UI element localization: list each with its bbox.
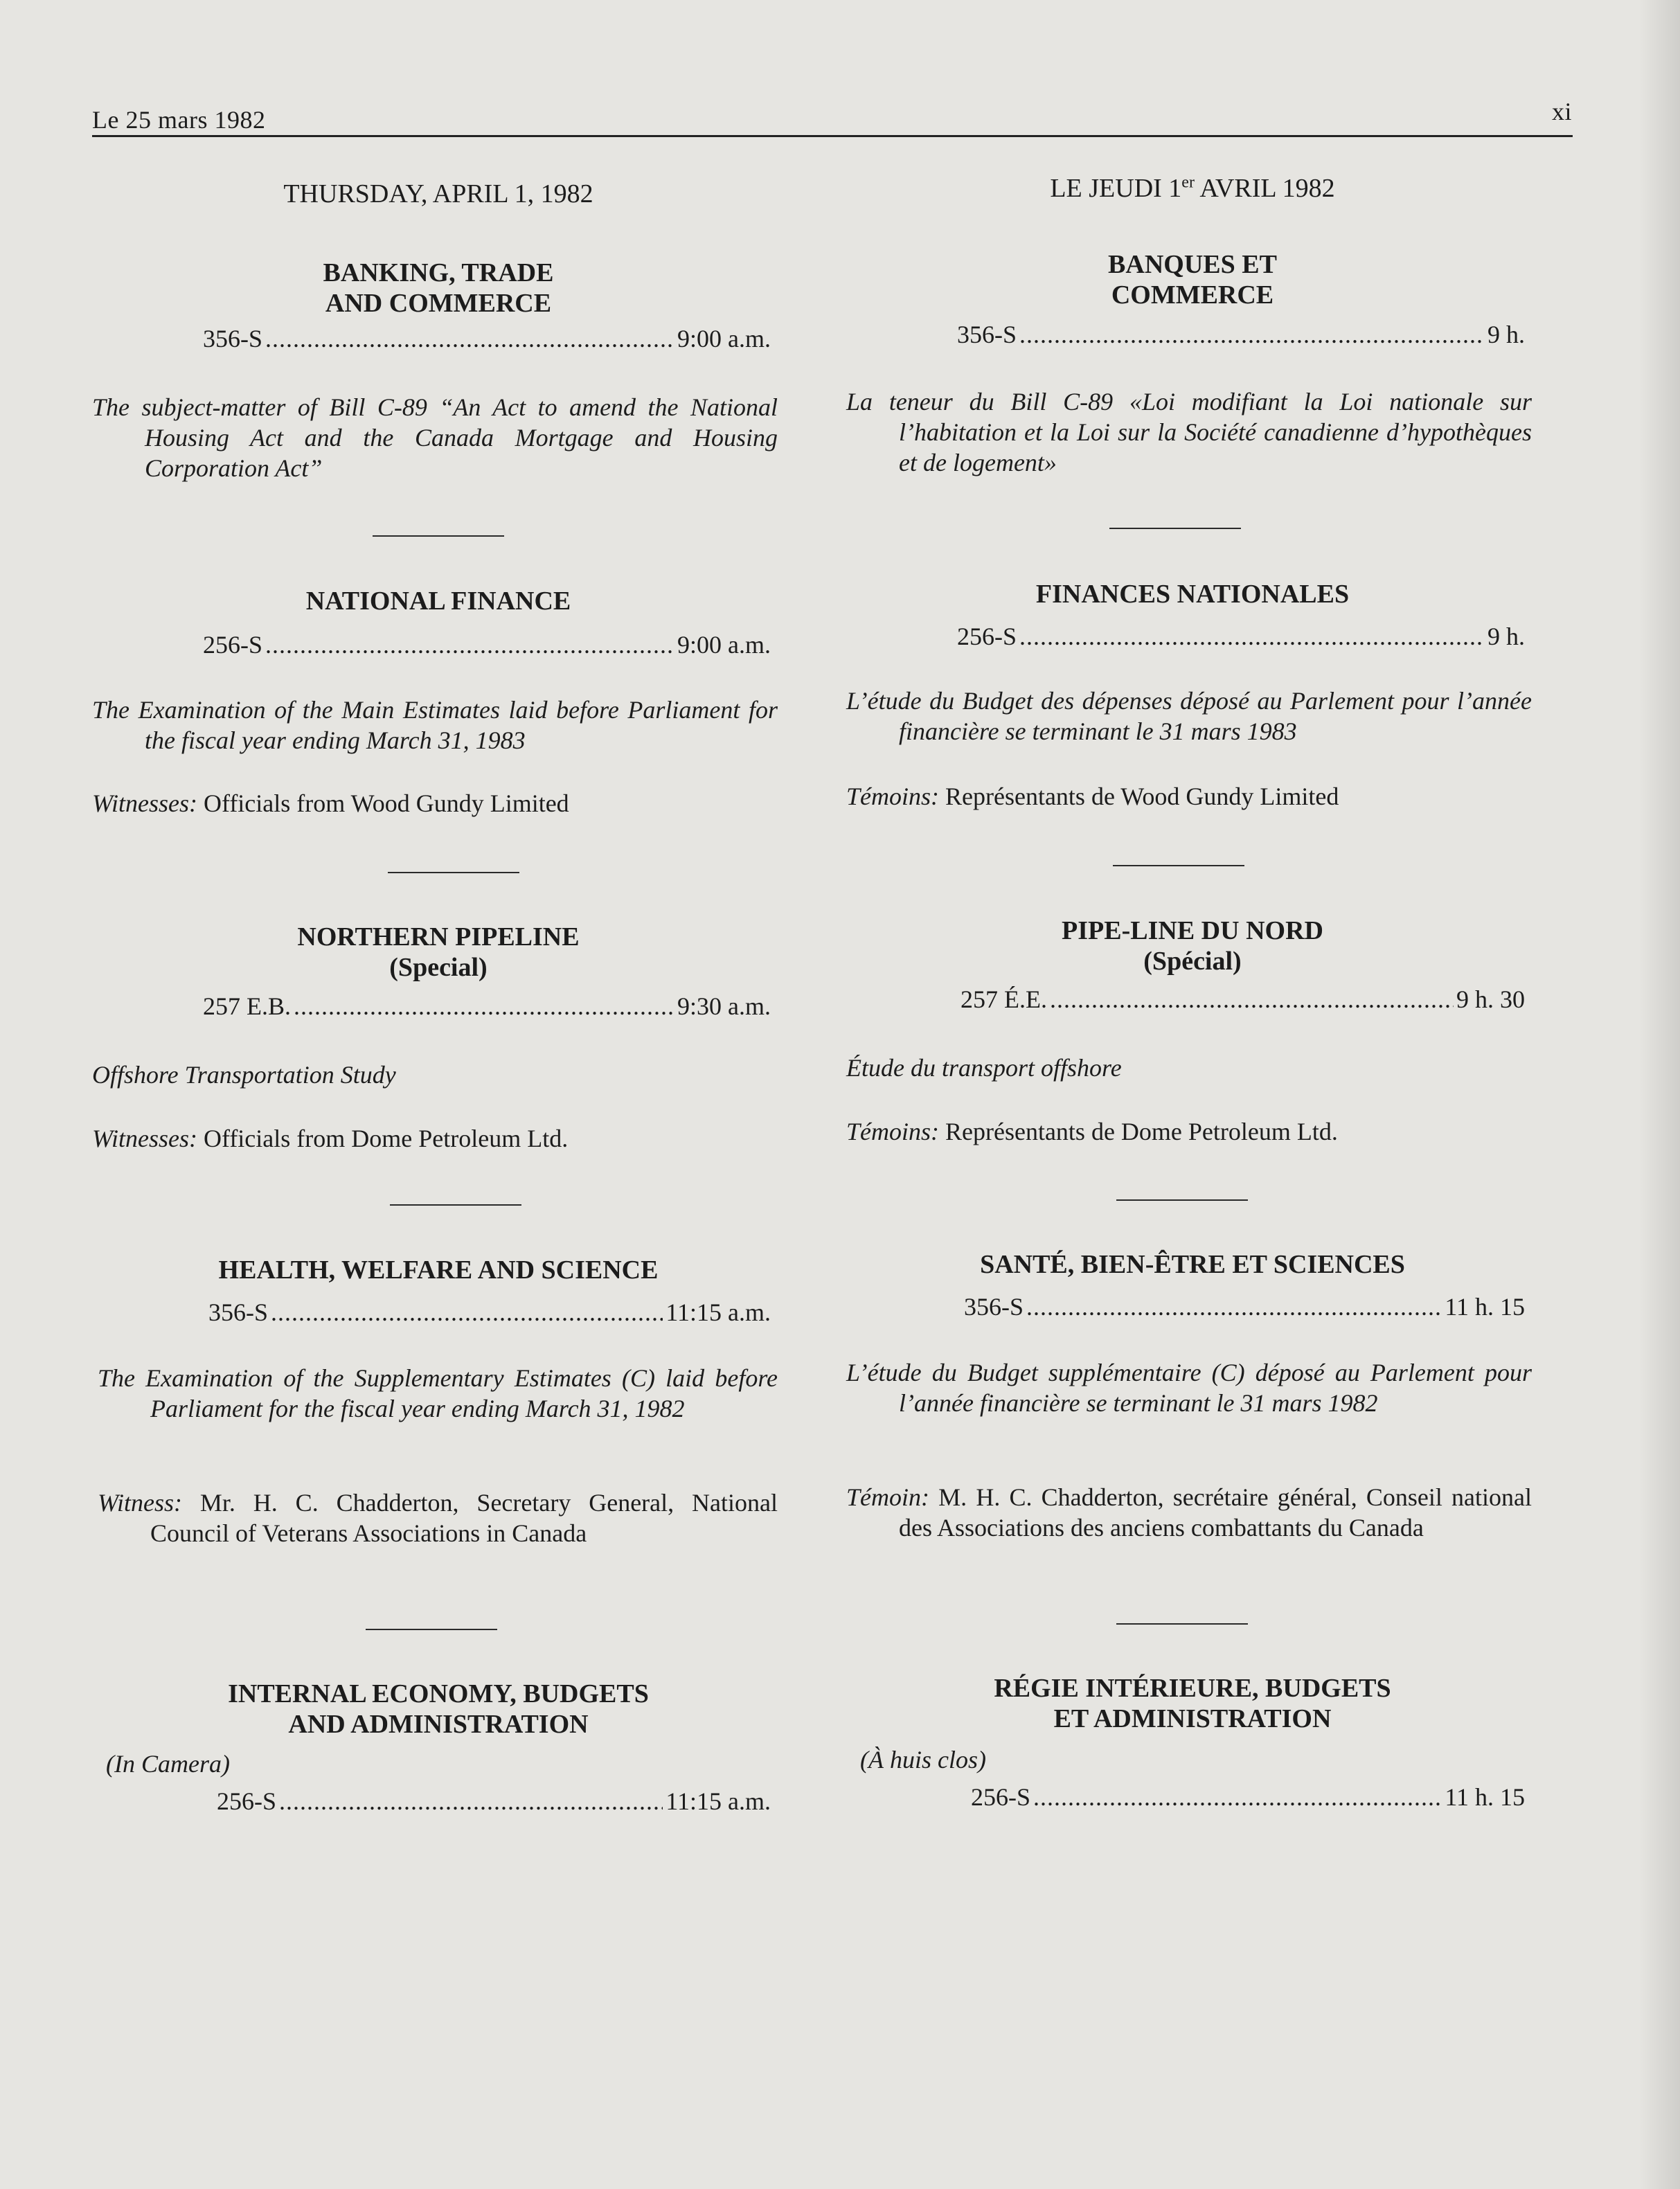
schedule-entry [957,622,1525,651]
committee-name-line: FINANCES NATIONALES [1035,580,1350,609]
meeting-time: 9 h. 30 [1456,985,1525,1013]
room-number: 256-S [957,623,1017,650]
room-number: 356-S [957,321,1017,348]
meeting-subject: L’étude du Budget supplémentaire (C) déposé au Parlement pour l’année financière se terminant le 31 mars 1982 [846,1359,1532,1417]
header-rule [92,135,1573,137]
meeting-subject: La teneur du Bill C-89 «Loi modifiant la Loi nationale sur l’habitation et la Loi sur la Société canadienne d’hypothèques et de logement» [846,388,1532,476]
section-divider [390,1204,521,1206]
schedule-entry [957,320,1525,349]
schedule-entry [203,324,771,353]
witness-label: Witnesses: [92,1125,197,1152]
meeting-time: 9 h. [1487,321,1525,348]
meeting-subject: Étude du transport offshore [846,1054,1122,1082]
room-number: 356-S [964,1293,1024,1321]
witnesses [846,1116,1532,1147]
dot-leader [1019,320,1485,349]
committee-name-line: (Special) [389,953,488,982]
meeting-time: 9:00 a.m. [677,631,771,659]
committee-name-line: BANQUES ET [1108,250,1277,279]
schedule-entry [960,985,1525,1014]
committee-name-line: AND COMMERCE [325,289,552,318]
committee-name-line: PIPE-LINE DU NORD [1062,916,1323,945]
witness-text: Mr. H. C. Chadderton, Secretary General, National Council of Veterans Associations in Canada [150,1489,778,1547]
schedule-entry [217,1787,771,1816]
room-number: 257 É.E. [960,985,1047,1013]
committee-name-line: (Spécial) [1143,947,1242,976]
dot-leader [1033,1783,1442,1812]
room-number: 256-S [203,631,263,659]
witness-text: M. H. C. Chadderton, secrétaire général, Conseil national des Associations des anciens combattants du Canada [899,1483,1532,1542]
committee-name [846,915,1539,976]
witness-label: Témoin: [846,1483,929,1511]
committee-name-line: ET ADMINISTRATION [1053,1704,1332,1733]
dot-leader [294,992,674,1021]
dot-leader [1050,985,1454,1014]
witness-label: Témoins: [846,783,939,810]
in-camera-note: (In Camera) [106,1750,230,1778]
committee-name [846,1249,1539,1280]
witness-text: Officials from Wood Gundy Limited [203,789,569,817]
running-head-date: Le 25 mars 1982 [92,106,266,134]
meeting-time: 11 h. 15 [1445,1293,1525,1321]
committee-name [92,922,785,983]
section-divider [366,1629,497,1630]
dot-leader [1019,622,1485,651]
section-divider [1116,1199,1248,1201]
room-number: 356-S [203,325,263,352]
witness-text: Officials from Dome Petroleum Ltd. [203,1125,569,1152]
section-divider [388,872,519,873]
meeting-time: 11:15 a.m. [665,1298,771,1326]
dot-leader [279,1787,663,1816]
committee-name [92,258,785,319]
meeting-time: 9 h. [1487,623,1525,650]
room-number: 256-S [971,1783,1031,1811]
schedule-entry [203,630,771,659]
day-heading [846,173,1539,204]
witness-label: Witnesses: [92,789,197,817]
schedule-entry [208,1298,771,1327]
meeting-subject: The Examination of the Main Estimates laid before Parliament for the fiscal year ending March 31, 1983 [92,696,778,754]
committee-name [846,249,1539,310]
witnesses [92,788,778,819]
dot-leader [265,324,674,353]
committee-name-line: RÉGIE INTÉRIEURE, BUDGETS [994,1674,1391,1703]
section-divider [373,535,504,537]
meeting-time: 11 h. 15 [1445,1783,1525,1811]
dot-leader [271,1298,663,1327]
meeting-time: 9:30 a.m. [677,992,771,1020]
committee-name-line: NATIONAL FINANCE [305,587,571,616]
schedule-entry [964,1292,1525,1321]
committee-name [92,586,785,616]
witnesses [98,1487,778,1548]
section-divider [1116,1623,1248,1625]
committee-name-line: NORTHERN PIPELINE [297,922,580,951]
dot-leader [265,630,674,659]
committee-name-line: COMMERCE [1111,280,1274,310]
in-camera-note: (À huis clos) [860,1746,986,1773]
committee-name-line: SANTÉ, BIEN-ÊTRE ET SCIENCES [980,1250,1405,1279]
witnesses [846,781,1532,812]
day-heading: THURSDAY, APRIL 1, 1982 [283,179,593,208]
committee-name [846,1673,1539,1734]
committee-name-line: AND ADMINISTRATION [288,1710,589,1739]
page-number: xi [1551,98,1572,125]
meeting-subject: The subject-matter of Bill C-89 “An Act to amend the National Housing Act and the Canada Mortgage and Housing Corporation Act” [92,393,778,482]
witness-label: Witness: [98,1489,182,1517]
committee-name [92,1255,785,1285]
dot-leader [1026,1292,1442,1321]
committee-name [846,579,1539,609]
room-number: 256-S [217,1787,277,1815]
room-number: 356-S [208,1298,269,1326]
witnesses [846,1482,1532,1543]
section-divider [1109,528,1241,529]
page-edge-shadow [1638,0,1680,2189]
committee-name-line: HEALTH, WELFARE AND SCIENCE [218,1256,659,1285]
witness-label: Témoins: [846,1118,939,1145]
meeting-subject: Offshore Transportation Study [92,1061,396,1089]
day-heading-prefix: LE JEUDI 1 [1050,174,1182,203]
witness-text: Représentants de Dome Petroleum Ltd. [945,1118,1338,1145]
meeting-time: 11:15 a.m. [665,1787,771,1815]
committee-name-line: INTERNAL ECONOMY, BUDGETS [228,1679,649,1708]
committee-name [92,1679,785,1740]
meeting-subject: The Examination of the Supplementary Estimates (C) laid before Parliament for the fiscal year ending March 31, 1982 [98,1364,778,1422]
section-divider [1113,865,1244,866]
committee-name-line: BANKING, TRADE [323,258,554,287]
schedule-entry [203,992,771,1021]
schedule-entry [971,1783,1525,1812]
day-heading-superscript: er [1181,173,1195,192]
room-number: 257 E.B. [203,992,292,1020]
witnesses [92,1123,778,1154]
witness-text: Représentants de Wood Gundy Limited [945,783,1339,810]
meeting-subject: L’étude du Budget des dépenses déposé au Parlement pour l’année financière se terminant le 31 mars 1983 [846,687,1532,745]
day-heading-suffix: AVRIL 1982 [1194,174,1335,203]
meeting-time: 9:00 a.m. [677,325,771,352]
